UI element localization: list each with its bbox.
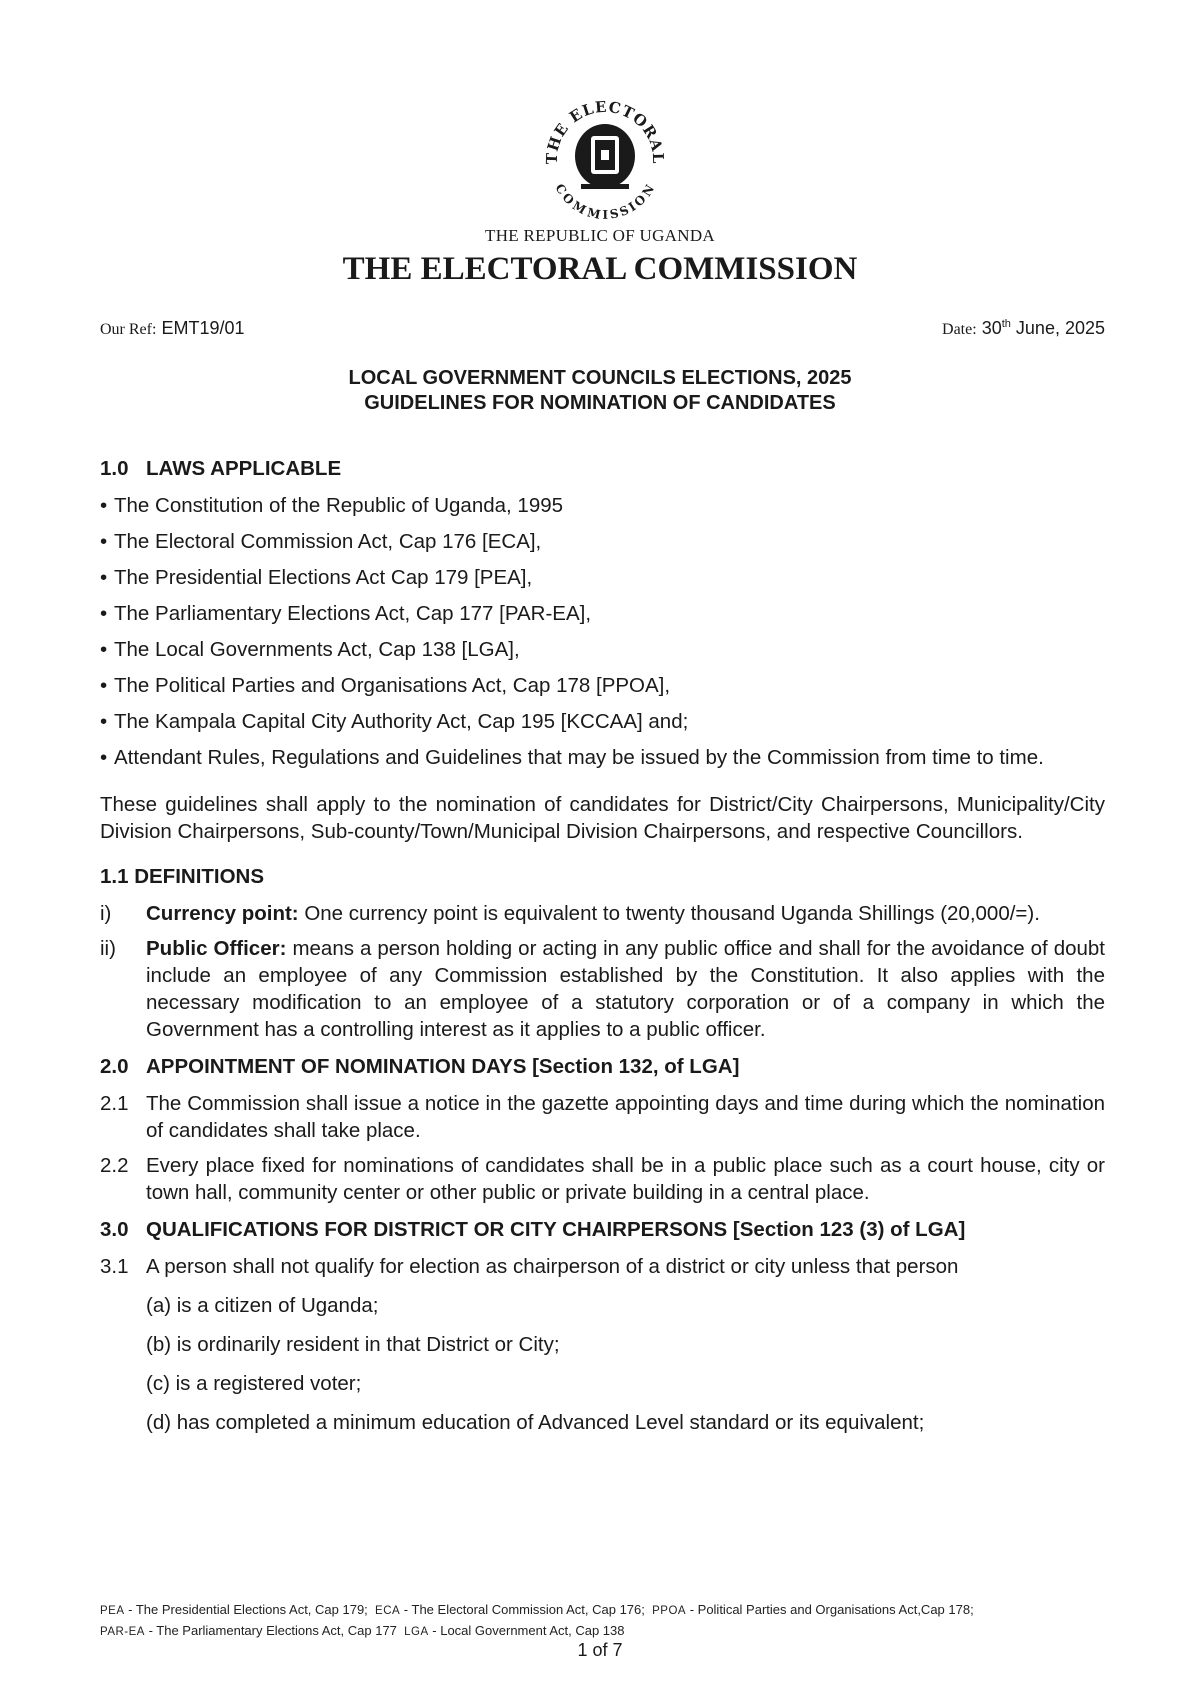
list-item: • The Presidential Elections Act Cap 179 [PEA], [100, 566, 533, 589]
scope-paragraph: These guidelines shall apply to the nomination of candidates for District/City Chairpersons, Municipality/City Division Chairpersons, Sub-county/Town/Municipal Division Chairpersons, and respective Councillors. [100, 793, 1105, 843]
clause-item: 3.1 A person shall not qualify for election as chairperson of a district or city unless that person [100, 1255, 959, 1278]
list-item: • The Constitution of the Republic of Uganda, 1995 [100, 494, 564, 517]
list-item: (b) is ordinarily resident in that District or City; [146, 1333, 560, 1356]
definition-item: i) Currency point: One currency point is equivalent to twenty thousand Uganda Shillings (20,000/=). [100, 902, 1040, 925]
section-heading-definitions: 1.1 DEFINITIONS [100, 865, 265, 888]
definition-item: ii) Public Officer: means a person holding or acting in any public office and shall for the avoidance of doubt include an employee of any Commission established by the Constitution. It also applies with the necessary modification to an employee of a statutory corporation or of a company in which the Government has a controlling interest as it applies to a public officer. [100, 937, 1105, 1041]
commission-heading: THE ELECTORAL COMMISSION [342, 251, 858, 287]
list-item: • The Political Parties and Organisations Act, Cap 178 [PPOA], [100, 674, 671, 697]
seal-top-text: THE ELECTORAL [542, 97, 668, 165]
document-date: Date: 30th June, 2025 [942, 318, 1105, 338]
section-heading-qualifications: 3.0 QUALIFICATIONS FOR DISTRICT OR CITY CHAIRPERSONS [Section 123 (3) of LGA] [100, 1218, 966, 1241]
our-reference: Our Ref: EMT19/01 [100, 318, 245, 338]
list-item: • The Electoral Commission Act, Cap 176 [ECA], [100, 530, 542, 553]
clause-item: 2.1 The Commission shall issue a notice in the gazette appointing days and time during which the nomination of candidates shall take place. [100, 1092, 1105, 1142]
list-item: • The Local Governments Act, Cap 138 [LGA], [100, 638, 520, 661]
electoral-commission-seal-icon [535, 88, 675, 228]
footnote-abbreviations: PEA - The Presidential Elections Act, Cap 179; ECA - The Electoral Commission Act, Cap 176; PPOA - Political Parties and Organisations Act,Cap 178; PAR-EA - The Parliamentary Elections Act, Cap 177 LGA - Local Government Act, Cap 138 [100, 1602, 974, 1638]
section-heading-laws: 1.0 LAWS APPLICABLE [100, 457, 342, 480]
republic-heading: THE REPUBLIC OF UGANDA [485, 226, 715, 245]
document-title: LOCAL GOVERNMENT COUNCILS ELECTIONS, 2025 GUIDELINES FOR NOMINATION OF CANDIDATES [348, 367, 852, 414]
list-item: • The Parliamentary Elections Act, Cap 177 [PAR-EA], [100, 602, 592, 625]
list-item: (a) is a citizen of Uganda; [146, 1294, 379, 1317]
list-item: (c) is a registered voter; [146, 1372, 362, 1395]
document-body [100, 455, 1105, 1448]
list-item: • The Kampala Capital City Authority Act, Cap 195 [KCCAA] and; [100, 710, 689, 733]
section-heading-nomination-days: 2.0 APPOINTMENT OF NOMINATION DAYS [Section 132, of LGA] [100, 1055, 740, 1078]
clause-item: 2.2 Every place fixed for nominations of candidates shall be in a public place such as a court house, city or town hall, community center or other public or private building in a central place. [100, 1154, 1105, 1204]
page-number: 1 of 7 [577, 1640, 623, 1660]
list-item: • Attendant Rules, Regulations and Guidelines that may be issued by the Commission from time to time. [100, 746, 1044, 769]
list-item: (d) has completed a minimum education of Advanced Level standard or its equivalent; [146, 1411, 925, 1434]
laws-list [100, 492, 1105, 771]
seal-bottom-text: COMMISSION [552, 181, 658, 223]
reference-line [100, 318, 1105, 339]
